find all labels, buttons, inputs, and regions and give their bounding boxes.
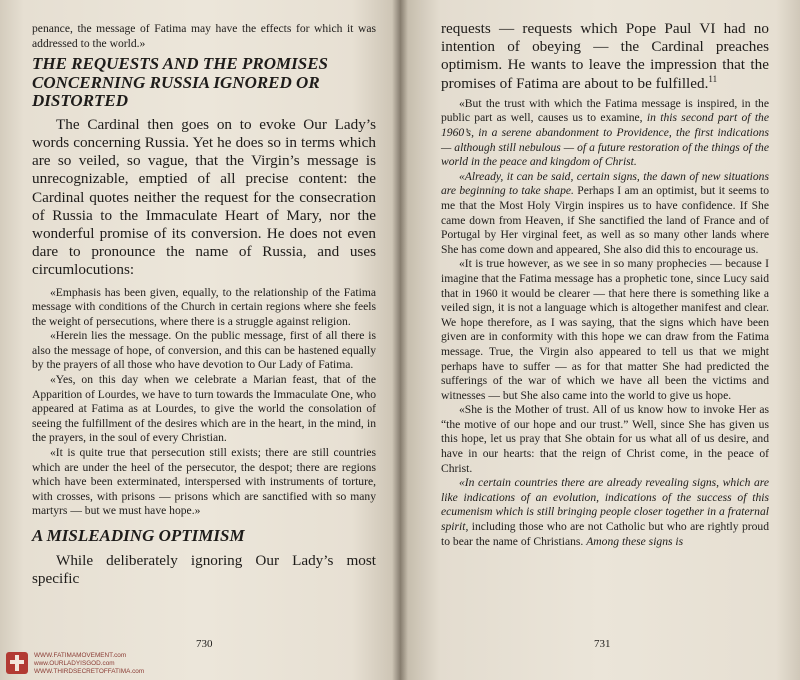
body-paragraph-requests [441, 20, 769, 93]
left-text-column [32, 22, 376, 588]
quote-paragraph-emphasis: «Emphasis has been given, equally, to the relationship of the Fatima message with conditions of the Church in certain regions where she feels the weight of persecutions, where there is a struggle against religion. [32, 285, 376, 328]
countries-plain-text: including those who are not Catholic but who are rightly proud to bear the name of Christians. [441, 520, 769, 548]
requests-text: requests — requests which Pope Paul VI had no intention of obeying — the Cardinal preaches optimism. He wants to leave the impression that the promises of Fatima are about to be fulfilled. [441, 20, 769, 92]
quote-paragraph-persecution: «It is quite true that persecution still exists; there are still countries which are under the heel of the persecutor, the despot; there are regions which have been exterminated, interspersed with instruments of torture, with crosses, with prisons — prisons which are sanctified with so many martyrs — but we must have hope.» [32, 446, 376, 518]
footnote-reference: 11 [708, 73, 718, 84]
book-gutter-shadow [392, 0, 408, 680]
watermark-text [34, 652, 144, 676]
quote-paragraph-trust [441, 97, 769, 170]
heading-line-3: DISTORTED [32, 91, 129, 111]
quote-paragraph-prophecies: «It is true however, as we see in so many prophecies — because I imagine that the Fatima message has a prophetic tone, since Lucy said that in 1960 it would be clearer — that here there is something like a veiled sign, it is not a language which is altogether manifest and clear. We hope therefore, as I was saying, that the signs which have been given are in conformity with this hope we can draw from the Fatima message. True, the Virgin also appeared to tell us that we might perhaps have to suffer — as for that matter She had predicted the sufferings of the war of which we have all been the victims and witnesses — but She also came into the world to give us hope. [441, 257, 769, 402]
watermark-line-3: WWW.THIRDSECRETOFFATIMA.com [34, 668, 145, 675]
cross-logo-icon [6, 652, 28, 674]
countries-italic-text: «In certain countries there are already revealing signs, which are like indications of an evolution, indications of the success of this ecumenism which is still bringing people closer together in a fraternal spirit, [441, 476, 769, 534]
quote-paragraph-mother: «She is the Mother of trust. All of us know how to invoke Her as “the motive of our hope and our trust.” Well, since She has given us this hope, let us pray that She obtain for us what all of us desire, and have in our hearts: that the reign of Christ come, in the peace of Christ. [441, 403, 769, 475]
heading-line-1: THE REQUESTS AND THE PROMISES [32, 54, 328, 74]
heading-line-2: CONCERNING RUSSIA IGNORED OR [32, 72, 320, 92]
intro-paragraph: penance, the message of Fatima may have the effects for which it was addressed to the world.» [32, 22, 376, 50]
already-italic-text: «Already, it can be said, certain signs, the dawn of new situations are beginning to take shape. [441, 169, 769, 198]
right-page [400, 0, 800, 680]
right-text-column [441, 20, 769, 549]
already-plain-text: Perhaps I am an optimist, but it seems to me that the Most Holy Virgin inspires us to have confidence. If She came down from Heaven, if She sanctified the land of France and of Portugal by Her virginal feet, as well as so many other lands where She has come down and appeared, She also did this to encourage us. [441, 184, 770, 256]
quote-paragraph-yes: «Yes, on this day when we celebrate a Marian feast, that of the Apparition of Lourdes, we have to turn towards the Immaculate One, who appeared at Fatima as at Lourdes, to give the world the consolation of seeing the fulfillment of the desires which are in the heart, in the mind, in the prayers, in the soul of every Christian. [32, 373, 376, 445]
quote-paragraph-already [441, 170, 769, 258]
quote-paragraph-countries [441, 476, 769, 549]
page-number-left: 730 [196, 638, 213, 650]
watermark [4, 650, 154, 678]
watermark-line-2: www.OURLADYISGOD.com [34, 660, 115, 667]
body-paragraph-cardinal: The Cardinal then goes on to evoke Our Lady’s words concerning Russia. Yet he does so in terms which are so veiled, so vague, that the Virgin’s message is unrecognizable, emptied of all precise content: the Cardinal quotes neither the request for the consecration of Russia to the Immaculate Heart of Mary, nor the wonderful promise of its conversion. He does not even dare to pronounce the name of Russia, and uses circumlocutions: [32, 115, 376, 279]
page-number-right: 731 [594, 638, 611, 650]
section-heading-requests [32, 55, 376, 111]
quote-paragraph-herein: «Herein lies the message. On the public message, first of all there is also the message of hope, of conversion, and this can be hastened equally by the prayers of all those who have devotion to Our Lady of Fatima. [32, 329, 376, 372]
trust-italic-text: in this second part of the 1960’s, in a serene abandonment to Providence, the first indications — although still nebulous — of a future restoration of the things of the world in the peace and kingdom of Christ. [441, 111, 769, 169]
countries-italic-end: Among these signs is [586, 534, 684, 548]
body-paragraph-ignoring: While deliberately ignoring Our Lady’s most specific [32, 551, 376, 587]
watermark-line-1: WWW.FATIMAMOVEMENT.com [34, 652, 127, 659]
section-heading-optimism: A MISLEADING OPTIMISM [32, 526, 245, 546]
trust-plain-text: «But the trust with which the Fatima message is inspired, in the public part as well, causes us to examine, [441, 96, 769, 125]
